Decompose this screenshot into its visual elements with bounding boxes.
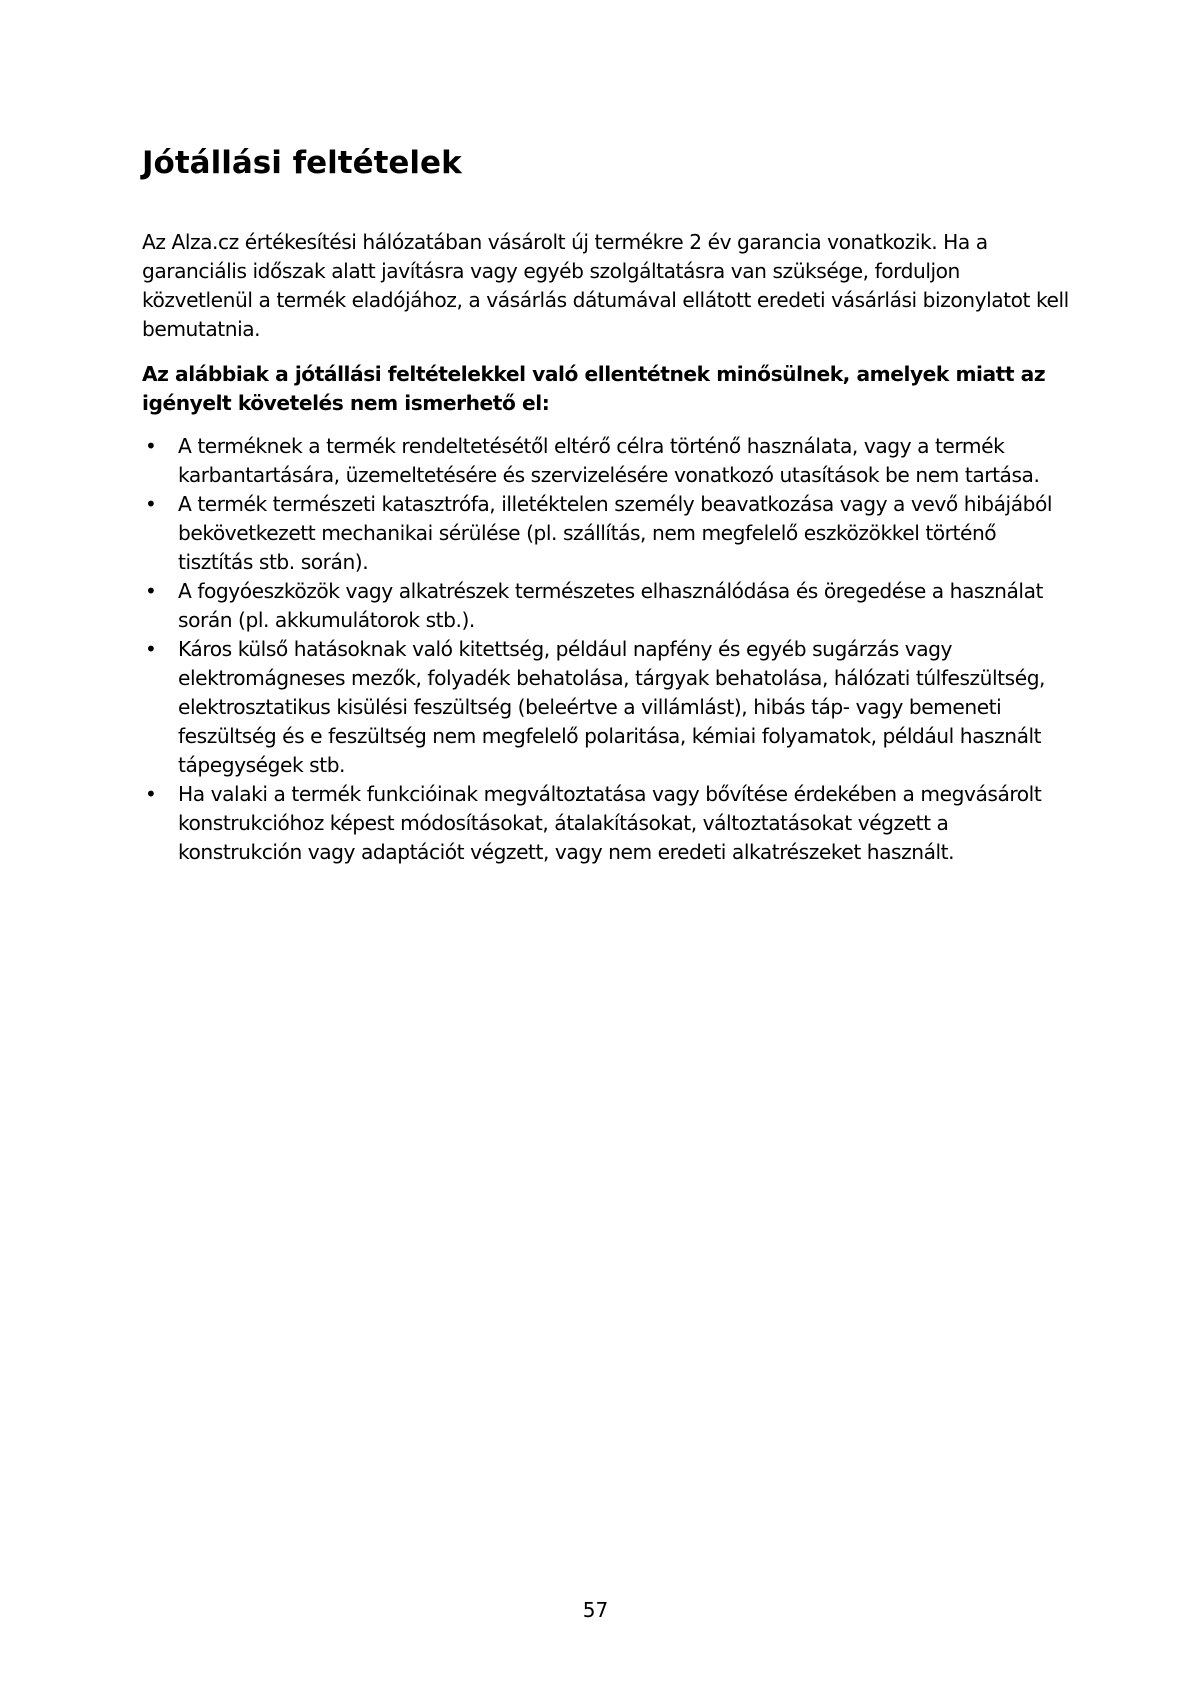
list-item [142,635,1072,780]
list-item-text: A fogyóeszközök vagy alkatrészek természetes elhasználódása és öregedése a használat során (pl. akkumulátorok stb.). [178,579,1043,632]
list-item-text: Káros külső hatásoknak való kitettség, például napfény és egyéb sugárzás vagy elektromágneses mezők, folyadék behatolása, tárgyak behatolása, hálózati túlfeszültség, elektrosztatikus kisülési feszültség (beleértve a villámlást), hibás táp- vagy bemeneti feszültség és e feszültség nem megfelelő polaritása, kémiai folyamatok, például használt tápegységek stb. [178,637,1046,777]
bullet-icon: • [145,492,157,516]
list-item [142,780,1072,867]
bullet-icon: • [145,637,157,661]
list-item [142,432,1072,490]
warranty-exclusions-list [142,432,1072,867]
intro-paragraph: Az Alza.cz értékesítési hálózatában vásárolt új termékre 2 év garancia vonatkozik. Ha a garanciális időszak alatt javításra vagy egyéb szolgáltatásra van szüksége, forduljon közvetlenül a termék eladójához, a vásárlás dátumával ellátott eredeti vásárlási bizonylatot kell bemutatnia. [142,230,1069,341]
bullet-icon: • [145,782,157,806]
page-number: 57 [582,1598,609,1622]
list-item-text: Ha valaki a termék funkcióinak megváltoztatása vagy bővítése érdekében a megvásárolt konstrukcióhoz képest módosításokat, átalakításokat, változtatásokat végzett a konstrukción vagy adaptációt végzett, vagy nem eredeti alkatrészeket használt. [178,782,1042,864]
conditions-lead-paragraph: Az alábbiak a jótállási feltételekkel való ellentétnek minősülnek, amelyek miatt az igényelt követelés nem ismerhető el: [142,362,1046,415]
bullet-icon: • [145,579,157,603]
bullet-icon: • [145,434,157,458]
list-item [142,490,1072,577]
list-item-text: A terméknek a termék rendeltetésétől eltérő célra történő használata, vagy a termék karbantartására, üzemeltetésére és szervizelésére vonatkozó utasítások be nem tartása. [178,434,1040,487]
page-title: Jótállási feltételek [142,145,462,181]
list-item-text: A termék természeti katasztrófa, illetéktelen személy beavatkozása vagy a vevő hibájából bekövetkezett mechanikai sérülése (pl. szállítás, nem megfelelő eszközökkel történő tisztítás stb. során). [178,492,1053,574]
list-item [142,577,1072,635]
